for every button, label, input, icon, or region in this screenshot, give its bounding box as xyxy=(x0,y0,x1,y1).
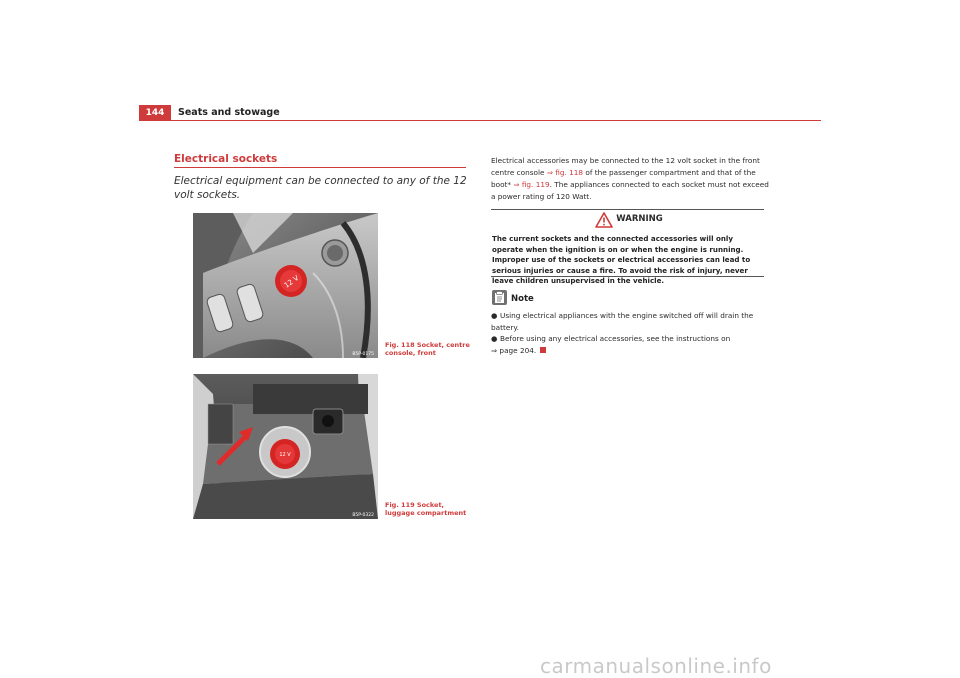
header-rule xyxy=(171,120,821,121)
fig119-code: B5P-0322 xyxy=(352,513,374,518)
section-title: Electrical sockets xyxy=(174,153,278,165)
watermark: carmanualsonline.info xyxy=(540,654,772,678)
fig118-socket-label: 12 V xyxy=(282,273,301,290)
warning-title: WARNING xyxy=(616,214,663,224)
bullet-icon: ● xyxy=(491,334,498,344)
figure-119-caption: Fig. 119 Socket, luggage compartment xyxy=(385,501,467,517)
end-of-section-icon xyxy=(540,347,546,353)
section-rule xyxy=(174,167,466,168)
section-intro: Electrical equipment can be connected to any of the 12 volt sockets. xyxy=(174,175,467,201)
body-text-part: Electrical accessories may be connected to the 12 volt socket in the front centre console xyxy=(491,156,760,177)
note-item xyxy=(491,310,773,333)
body-paragraph xyxy=(491,155,773,203)
warning-text: The current sockets and the connected accessories will only operate when the ignition is on or when the engine is running. Improper use of the sockets or electrical accessories can lead to serious injuries or cause a fire. To avoid the risk of injury, never leave children unsupervised in the vehicle. xyxy=(492,234,751,286)
fig119-socket-label: 12 V xyxy=(279,452,291,458)
figure-119-image xyxy=(193,374,378,519)
figure-118-image xyxy=(193,213,378,358)
note-title: Note xyxy=(511,294,534,304)
note-item-text: Using electrical appliances with the engine switched off will drain the battery. xyxy=(491,311,754,332)
fig-119-link[interactable]: ⇒ fig. 119 xyxy=(513,180,550,189)
page-number: 144 xyxy=(139,105,171,121)
running-title: Seats and stowage xyxy=(178,107,280,118)
note-list xyxy=(491,310,773,357)
fig-118-link[interactable]: ⇒ fig. 118 xyxy=(546,168,584,177)
warning-box xyxy=(491,209,764,286)
bullet-icon: ● xyxy=(491,311,498,320)
body-text-part: of the passenger compartment and that of the boot* xyxy=(491,168,756,189)
note-item xyxy=(491,333,773,356)
note-icon xyxy=(492,290,507,305)
body-text-part: . The appliances connected to each socket must not exceed a power rating of 120 Watt. xyxy=(491,180,769,201)
note-item-text: Before using any electrical accessories, see the instructions on xyxy=(500,334,731,344)
page-204-link[interactable]: ⇒ page 204. xyxy=(491,346,537,356)
fig118-code: B5P-0175 xyxy=(352,352,374,357)
figure-118-caption: Fig. 118 Socket, centre console, front xyxy=(385,341,470,357)
